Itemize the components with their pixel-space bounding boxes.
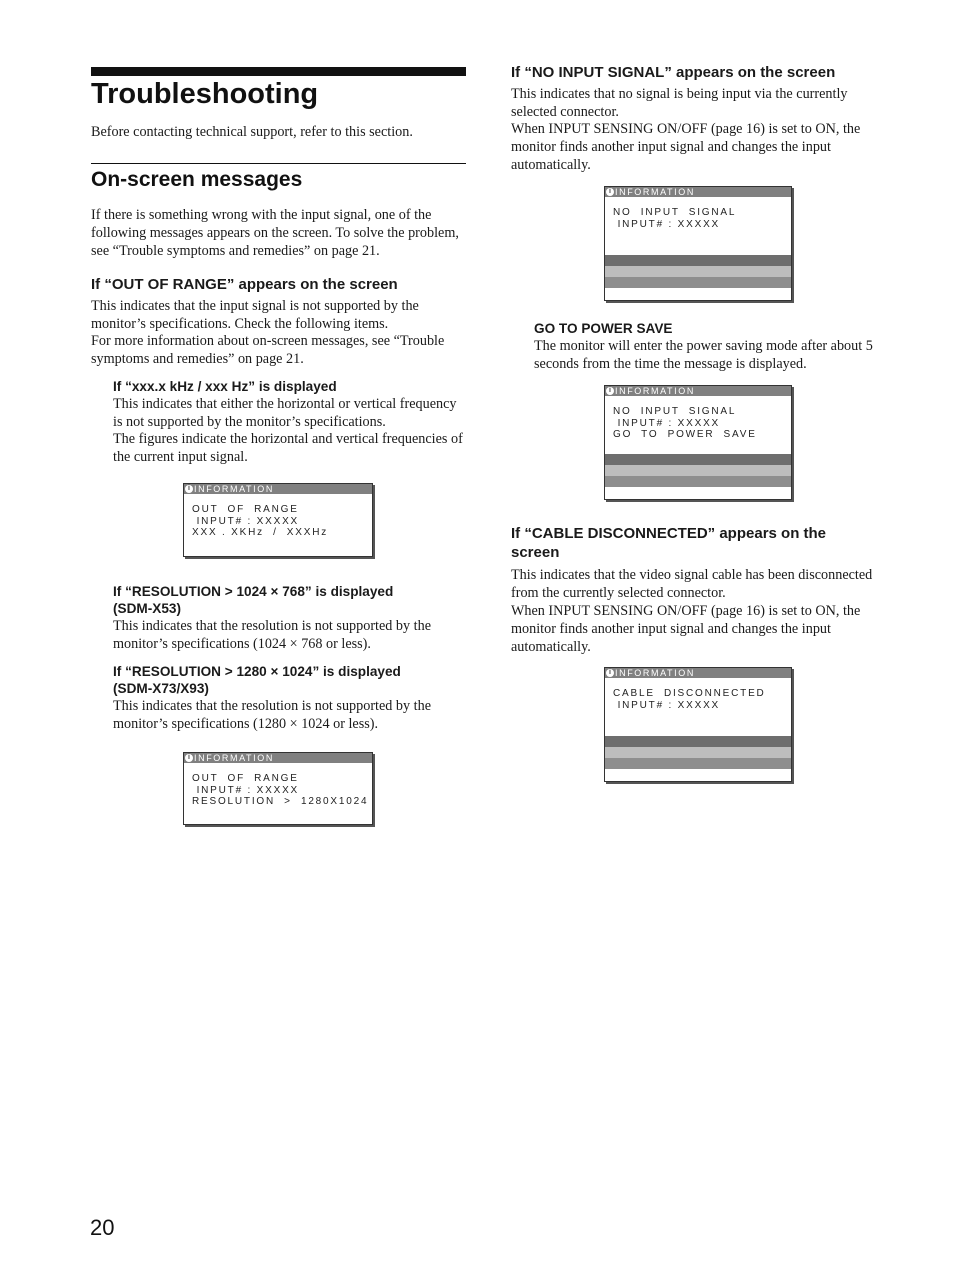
osd-band xyxy=(605,736,791,747)
title-rule xyxy=(91,67,466,76)
osd-message: OUT OF RANGE INPUT# : XXXXX XXX . XKHz / XXXHz xyxy=(192,504,329,538)
osd-header: i INFORMATION xyxy=(184,753,372,763)
section-title: On-screen messages xyxy=(91,168,303,191)
no-input-signal-heading: If “NO INPUT SIGNAL” appears on the screen xyxy=(511,64,836,81)
osd-no-input-signal xyxy=(604,186,792,301)
osd-band xyxy=(605,255,791,266)
out-of-range-text-1: This indicates that the input signal is not supported by the monitor’s specifications. Check the following items. xyxy=(91,298,419,332)
info-icon: i xyxy=(606,188,614,196)
info-icon: i xyxy=(185,485,193,493)
osd-message: NO INPUT SIGNAL INPUT# : XXXXX GO TO POWER SAVE xyxy=(613,406,757,440)
frequency-heading: If “xxx.x kHz / xxx Hz” is displayed xyxy=(113,379,337,394)
frequency-text-2: The figures indicate the horizontal and vertical frequencies of the current input signal. xyxy=(113,431,463,465)
osd-cable-disconnected xyxy=(604,667,792,782)
no-input-signal-text-1: This indicates that no signal is being input via the currently selected connector. xyxy=(511,86,848,120)
osd-message: CABLE DISCONNECTED INPUT# : XXXXX xyxy=(613,688,766,711)
out-of-range-heading: If “OUT OF RANGE” appears on the screen xyxy=(91,276,398,293)
info-icon: i xyxy=(185,754,193,762)
osd-header: i INFORMATION xyxy=(605,668,791,678)
osd-header: i INFORMATION xyxy=(605,386,791,396)
osd-header: i INFORMATION xyxy=(184,484,372,494)
go-to-power-save-text: The monitor will enter the power saving mode after about 5 seconds from the time the message is displayed. xyxy=(534,338,873,372)
resolution-1280-text: This indicates that the resolution is not supported by the monitor’s specifications (1280 × 1024 or less). xyxy=(113,698,431,732)
info-icon: i xyxy=(606,669,614,677)
osd-band xyxy=(605,758,791,769)
osd-band xyxy=(605,266,791,277)
osd-go-to-power-save xyxy=(604,385,792,500)
osd-out-of-range-frequency xyxy=(183,483,373,557)
info-icon: i xyxy=(606,387,614,395)
osd-band xyxy=(605,465,791,476)
page-number: 20 xyxy=(90,1215,115,1240)
no-input-signal-text-2: When INPUT SENSING ON/OFF (page 16) is set to ON, the monitor finds another input signal and changes the input automatically. xyxy=(511,121,861,173)
osd-band xyxy=(605,277,791,288)
osd-band xyxy=(605,454,791,465)
cable-disconnected-heading: If “CABLE DISCONNECTED” appears on the screen xyxy=(511,525,827,561)
frequency-text-1: This indicates that either the horizontal or vertical frequency is not supported by the monitor’s specifications. xyxy=(113,396,457,430)
intro-text: Before contacting technical support, refer to this section. xyxy=(91,124,413,140)
osd-band xyxy=(605,476,791,487)
go-to-power-save-heading: GO TO POWER SAVE xyxy=(534,321,673,336)
cable-disconnected-text-1: This indicates that the video signal cable has been disconnected from the currently selected connector. xyxy=(511,567,873,601)
osd-header: i INFORMATION xyxy=(605,187,791,197)
osd-message: OUT OF RANGE INPUT# : XXXXX RESOLUTION > 1280X1024 xyxy=(192,773,369,807)
resolution-1280-heading: If “RESOLUTION > 1280 × 1024” is displayed (SDM-X73/X93) xyxy=(113,664,401,696)
osd-message: NO INPUT SIGNAL INPUT# : XXXXX xyxy=(613,207,737,230)
page-title: Troubleshooting xyxy=(91,78,319,110)
osd-out-of-range-resolution xyxy=(183,752,373,825)
section-text: If there is something wrong with the input signal, one of the following messages appears on the screen. To solve the problem, see “Trouble symptoms and remedies” on page 21. xyxy=(91,207,459,259)
resolution-1024-text: This indicates that the resolution is not supported by the monitor’s specifications (1024 × 768 or less). xyxy=(113,618,431,652)
out-of-range-text-2: For more information about on-screen messages, see “Trouble symptoms and remedies” on page 21. xyxy=(91,333,445,367)
cable-disconnected-text-2: When INPUT SENSING ON/OFF (page 16) is set to ON, the monitor finds another input signal and changes the input automatically. xyxy=(511,603,861,655)
osd-band xyxy=(605,747,791,758)
resolution-1024-heading: If “RESOLUTION > 1024 × 768” is displayed (SDM-X53) xyxy=(113,584,394,616)
section-rule xyxy=(91,163,466,164)
